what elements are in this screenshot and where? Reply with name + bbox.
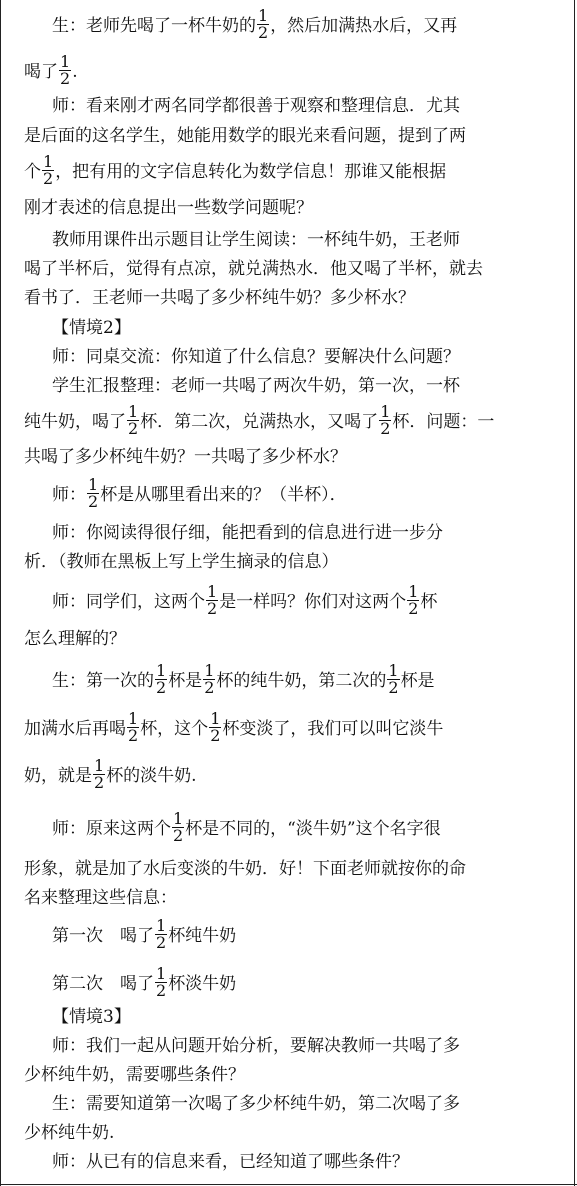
- text-segment: 杯．问题：一: [392, 412, 495, 432]
- text-line: [24, 886, 177, 910]
- text-line: [24, 257, 483, 281]
- fraction-one-half: [209, 711, 221, 744]
- text-segment: 怎么理解的？: [24, 629, 126, 649]
- text-segment: 共喝了多少杯纯牛奶？一共喝了多少杯水？: [24, 447, 347, 467]
- text-line: [52, 475, 347, 511]
- text-line: [52, 316, 131, 340]
- text-line: [24, 627, 126, 651]
- text-segment: 刚才表述的信息提出一些数学问题呢？: [24, 198, 313, 218]
- fraction-denominator: 2: [204, 678, 215, 697]
- text-segment: 杯变淡了，我们可以叫它淡牛: [222, 719, 444, 739]
- text-segment: 个: [24, 162, 41, 182]
- fraction-one-half: [379, 404, 391, 437]
- text-line: [52, 228, 460, 252]
- text-segment: 杯．第二次，兑满热水，又喝了: [140, 412, 379, 432]
- text-segment: .: [72, 62, 78, 82]
- text-segment: 第一次 喝了: [52, 926, 154, 946]
- fraction-denominator: 2: [173, 826, 184, 845]
- fraction-denominator: 2: [210, 726, 221, 745]
- text-segment: 喝了半杯后，觉得有点凉，就兑满热水．他又喝了半杯，就去: [24, 259, 483, 279]
- fraction-denominator: 2: [207, 599, 218, 618]
- text-segment: 师：同桌交流：你知道了什么信息？要解决什么问题？: [52, 347, 460, 367]
- text-line: [24, 550, 339, 574]
- text-segment: 看书了．王老师一共喝了多少杯纯牛奶？多少杯水？: [24, 288, 415, 308]
- text-segment: 【情境3】: [52, 1007, 131, 1027]
- fraction-one-half: [172, 811, 184, 844]
- fraction-one-half: [87, 477, 99, 510]
- text-line: [24, 756, 197, 792]
- fraction-denominator: 2: [88, 492, 99, 511]
- text-segment: 杯，这个: [140, 719, 209, 739]
- text-segment: 喝了: [24, 62, 58, 82]
- text-line: [24, 152, 447, 188]
- fraction-one-half: [42, 154, 54, 187]
- text-segment: 生：第一次的: [52, 671, 154, 691]
- fraction-numerator: 1: [207, 582, 218, 601]
- text-segment: 杯的淡牛奶.: [106, 766, 197, 786]
- text-line: [52, 661, 435, 697]
- text-segment: 析．（教师在黑板上写上学生摘录的信息）: [24, 552, 339, 572]
- text-segment: 师：原来这两个: [52, 819, 171, 839]
- text-line: [52, 1150, 409, 1174]
- fraction-one-half: [127, 711, 139, 744]
- fraction-numerator: 1: [380, 402, 391, 421]
- fraction-numerator: 1: [156, 916, 167, 935]
- text-segment: 学生汇报整理：老师一共喝了两次牛奶，第一次，一杯: [52, 376, 460, 396]
- text-segment: 杯纯牛奶: [168, 926, 237, 946]
- text-segment: 杯是: [168, 671, 203, 691]
- text-segment: 名来整理这些信息：: [24, 888, 177, 908]
- text-line: [52, 582, 438, 618]
- text-segment: 杯是从哪里看出来的？（半杯）．: [100, 485, 347, 505]
- fraction-denominator: 2: [380, 419, 391, 438]
- text-line: [52, 964, 237, 1000]
- text-segment: 师：看来刚才两名同学都很善于观察和整理信息．尤其: [52, 96, 460, 116]
- text-segment: 杯是: [400, 671, 435, 691]
- fraction-numerator: 1: [156, 964, 167, 983]
- fraction-numerator: 1: [60, 52, 71, 71]
- text-line: [52, 1034, 460, 1058]
- fraction-numerator: 1: [94, 756, 105, 775]
- fraction-one-half: [155, 966, 167, 999]
- text-segment: 形象，就是加了水后变淡的牛奶．好！下面老师就按你的命: [24, 859, 466, 879]
- text-segment: 师：从已有的信息来看，已经知道了哪些条件？: [52, 1152, 409, 1172]
- fraction-numerator: 1: [258, 6, 269, 25]
- text-line: [24, 286, 415, 310]
- text-line: [52, 345, 460, 369]
- text-line: [52, 916, 237, 952]
- fraction-denominator: 2: [156, 981, 167, 1000]
- text-line: [24, 1121, 114, 1145]
- text-segment: 师：: [52, 485, 86, 505]
- fraction-one-half: [257, 8, 269, 41]
- fraction-numerator: 1: [156, 661, 167, 680]
- text-segment: 【情境2】: [52, 318, 131, 338]
- text-line: [52, 1005, 131, 1029]
- fraction-numerator: 1: [408, 582, 419, 601]
- page-left-border: [0, 0, 1, 1186]
- text-segment: 师：同学们，这两个: [52, 592, 205, 612]
- text-segment: 纯牛奶，喝了: [24, 412, 126, 432]
- text-segment: ，把有用的文字信息转化为数学信息！那谁又能根据: [55, 162, 447, 182]
- text-line: [24, 709, 444, 745]
- fraction-denominator: 2: [408, 599, 419, 618]
- fraction-one-half: [407, 584, 419, 617]
- text-segment: 少杯纯牛奶，需要哪些条件？: [24, 1065, 245, 1085]
- text-segment: 杯是不同的，“淡牛奶”这个名字很: [185, 819, 441, 839]
- text-segment: 师：我们一起从问题开始分析，要解决教师一共喝了多: [52, 1036, 460, 1056]
- text-line: [24, 857, 466, 881]
- text-segment: 奶，就是: [24, 766, 92, 786]
- fraction-denominator: 2: [128, 726, 139, 745]
- fraction-denominator: 2: [94, 773, 105, 792]
- text-segment: 教师用课件出示题目让学生阅读：一杯纯牛奶，王老师: [52, 230, 460, 250]
- text-segment: 是后面的这名学生，她能用数学的眼光来看问题，提到了两: [24, 126, 466, 146]
- text-line: [24, 52, 78, 88]
- fraction-denominator: 2: [156, 933, 167, 952]
- fraction-denominator: 2: [128, 419, 139, 438]
- fraction-one-half: [203, 663, 215, 696]
- text-segment: 第二次 喝了: [52, 974, 154, 994]
- fraction-one-half: [59, 54, 71, 87]
- text-line: [24, 1063, 245, 1087]
- fraction-one-half: [127, 404, 139, 437]
- text-line: [24, 124, 466, 148]
- text-segment: 杯淡牛奶: [168, 974, 237, 994]
- text-segment: 生：老师先喝了一杯牛奶的: [52, 16, 256, 36]
- text-line: [52, 6, 458, 42]
- fraction-numerator: 1: [128, 709, 139, 728]
- text-segment: 杯的纯牛奶，第二次的: [216, 671, 387, 691]
- page-right-border: [574, 0, 575, 1186]
- text-line: [52, 1092, 460, 1116]
- fraction-denominator: 2: [258, 23, 269, 42]
- text-segment: 少杯纯牛奶.: [24, 1123, 115, 1143]
- text-line: [52, 374, 460, 398]
- text-segment: 是一样吗？你们对这两个: [219, 592, 407, 612]
- text-line: [52, 809, 441, 845]
- text-line: [24, 196, 313, 220]
- text-segment: 生：需要知道第一次喝了多少杯纯牛奶，第二次喝了多: [52, 1094, 460, 1114]
- fraction-numerator: 1: [88, 475, 99, 494]
- fraction-denominator: 2: [388, 678, 399, 697]
- fraction-numerator: 1: [204, 661, 215, 680]
- fraction-numerator: 1: [43, 152, 54, 171]
- fraction-numerator: 1: [210, 709, 221, 728]
- fraction-one-half: [206, 584, 218, 617]
- fraction-one-half: [155, 918, 167, 951]
- fraction-denominator: 2: [60, 69, 71, 88]
- fraction-denominator: 2: [43, 169, 54, 188]
- fraction-numerator: 1: [388, 661, 399, 680]
- page-bottom-border: [0, 1184, 577, 1185]
- text-line: [52, 521, 443, 545]
- fraction-numerator: 1: [173, 809, 184, 828]
- text-segment: 加满水后再喝: [24, 719, 126, 739]
- text-segment: 杯: [420, 592, 438, 612]
- fraction-denominator: 2: [156, 678, 167, 697]
- text-segment: ，然后加满热水后，又再: [270, 16, 458, 36]
- fraction-one-half: [387, 663, 399, 696]
- text-line: [24, 402, 495, 438]
- text-line: [52, 94, 460, 118]
- text-line: [24, 445, 347, 469]
- text-segment: 师：你阅读得很仔细，能把看到的信息进行进一步分: [52, 523, 443, 543]
- fraction-numerator: 1: [128, 402, 139, 421]
- fraction-one-half: [155, 663, 167, 696]
- fraction-one-half: [93, 758, 105, 791]
